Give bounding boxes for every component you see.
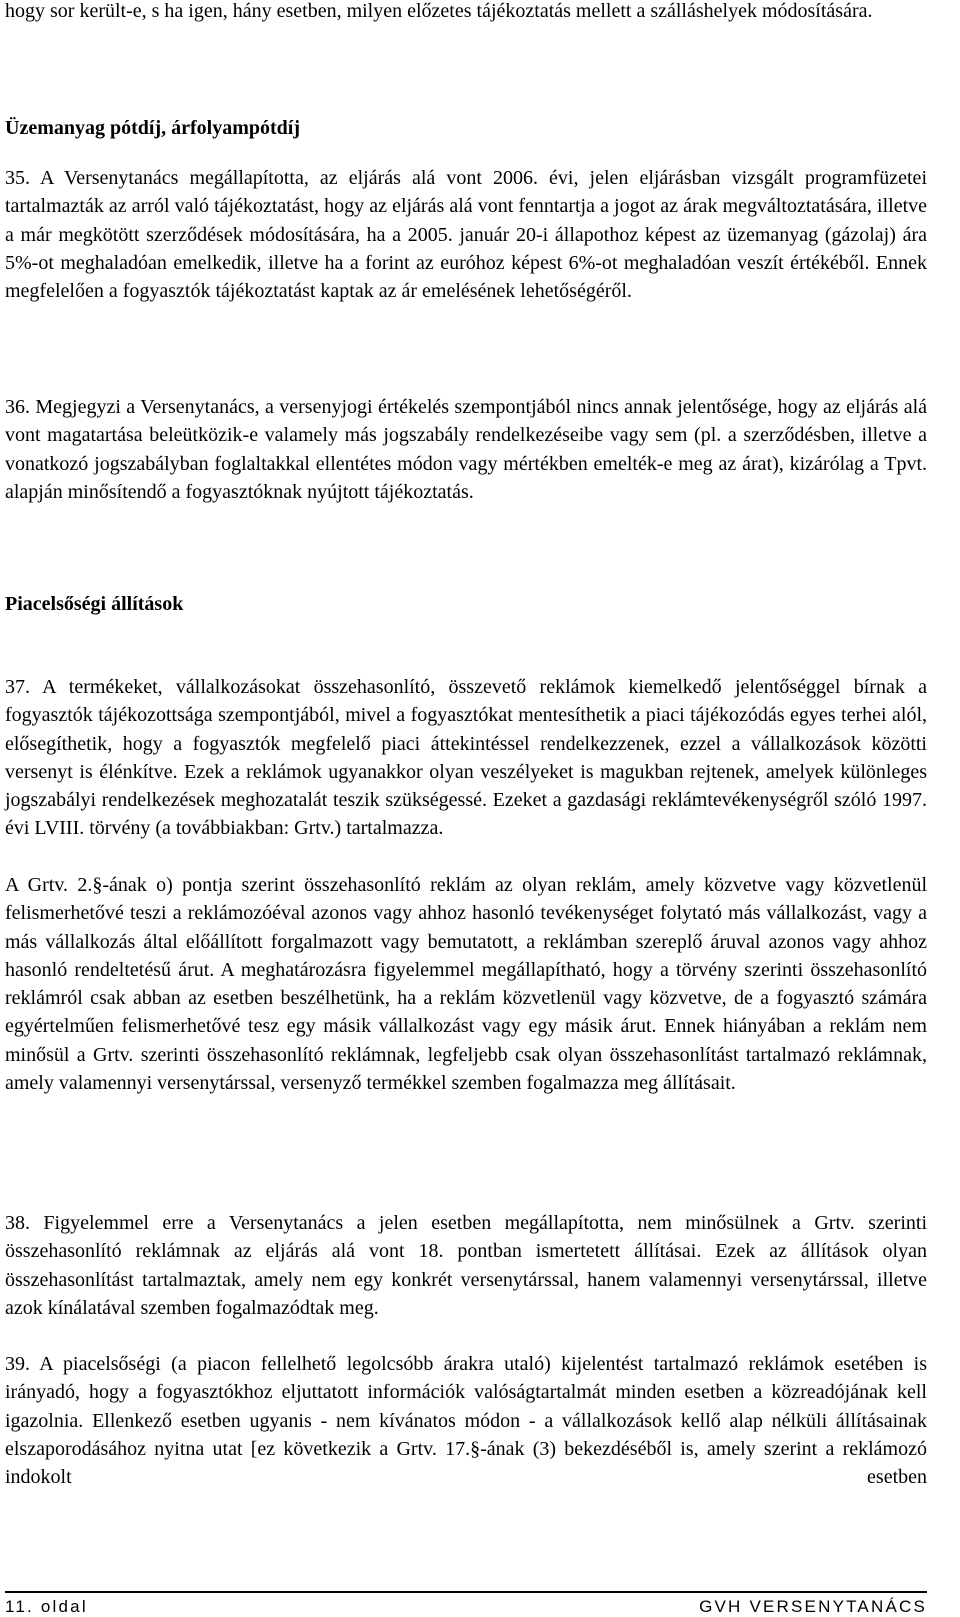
footer-divider <box>5 1591 927 1593</box>
paragraph-continuation: hogy sor került-e, s ha igen, hány esetben, milyen előzetes tájékoztatás mellett a szálláshelyek módosítására. <box>5 0 873 22</box>
footer-organization: GVH VERSENYTANÁCS <box>699 1597 927 1616</box>
paragraph-37: 37. A termékeket, vállalkozásokat összehasonlító, összevető reklámok kiemelkedő jelentőséggel bírnak a fogyasztók tájékozottsága szempontjából, mivel a fogyasztókat mentesíthetik a piaci tájékozódás egyes terhei alól, elősegíthetik, hogy a fogyasztók megfelelő piaci áttekintéssel rendelkezzenek, ezzel a vállalkozások közötti versenyt is élénkítve. Ezek a reklámok ugyanakkor olyan veszélyeket is magukban rejtenek, amelyek különleges jogszabályi rendelkezések meghozatalát teszik szükségessé. Ezeket a gazdasági reklámtevékenységről szóló 1997. évi LVIII. törvény (a továbbiakban: Grtv.) tartalmazza. <box>5 676 927 840</box>
page-footer <box>5 1597 927 1617</box>
paragraph-35: 35. A Versenytanács megállapította, az eljárás alá vont 2006. évi, jelen eljárásban vizsgált programfüzetei tartalmazták az arról való tájékoztatást, hogy az eljárás alá vont fenntartja a jogot az árak megváltoztatására, illetve a már megkötött szerződések módosítására, ha a 2005. január 20-i állapothoz képest az üzemanyag (gázolaj) ára 5%-ot meghaladóan emelkedik, illetve ha a forint az euróhoz képest 6%-ot meghaladóan veszít értékéből. Ennek megfelelően a fogyasztók tájékoztatást kaptak az ár emelésének lehetőségéről. <box>5 167 927 303</box>
footer-page-number: 11. oldal <box>5 1597 88 1616</box>
section-heading-fuel-surcharge: Üzemanyag pótdíj, árfolyampótdíj <box>5 117 300 139</box>
section-heading-market-leadership-claims: Piacelsőségi állítások <box>5 593 184 615</box>
paragraph-39: 39. A piacelsőségi (a piacon fellelhető legolcsóbb árakra utaló) kijelentést tartalmazó reklámok esetében is irányadó, hogy a fogyasztókhoz eljuttatott információk valóságtartalmát minden esetben a közreadójának kell igazolnia. Ellenkező esetben ugyanis - nem kívánatos módon - a vállalkozások kellő alap nélküli állításainak elszaporodásához nyitna utat [ez következik a Grtv. 17.§-ának (3) bekezdéséből is, amely szerint a reklámozó indokolt esetben <box>5 1353 927 1489</box>
paragraph-38: 38. Figyelemmel erre a Versenytanács a jelen esetben megállapította, nem minősülnek a Grtv. szerinti összehasonlító reklámnak az eljárás alá vont 18. pontban ismertetett állításai. Ezek az állítások olyan összehasonlítást tartalmaztak, amely nem egy konkrét versenytárssal, hanem valamennyi versenytárssal, illetve azok kínálatával szemben fogalmazódtak meg. <box>5 1212 927 1319</box>
paragraph-36: 36. Megjegyzi a Versenytanács, a versenyjogi értékelés szempontjából nincs annak jelentősége, hogy az eljárás alá vont magatartása beleütközik-e valamely más jogszabály rendelkezéseibe vagy sem (pl. a szerződésben, illetve a vonatkozó jogszabályban foglaltakkal ellentétes módon vagy mértékben emelték-e meg az árat), kizárólag a Tpvt. alapján minősítendő a fogyasztóknak nyújtott tájékoztatás. <box>5 396 927 503</box>
paragraph-grtv-definition: A Grtv. 2.§-ának o) pontja szerint összehasonlító reklám az olyan reklám, amely közvetve vagy közvetlenül felismerhetővé teszi a reklámozóéval azonos vagy ahhoz hasonló tevékenységet folytató más vállalkozást, vagy a más vállalkozás által előállított forgalmazott vagy bemutatott, a reklámban szereplő áruval azonos vagy ahhoz hasonló rendeltetésű árut. A meghatározásra figyelemmel megállapítható, hogy a törvény szerinti összehasonlító reklámról csak abban az esetben beszélhetünk, ha a reklám közvetlenül vagy közvetve, de a fogyasztó számára egyértelműen felismerhetővé tesz egy másik vállalkozást vagy egy másik árut. Ennek hiányában a reklám nem minősül a Grtv. szerinti összehasonlító reklámnak, legfeljebb csak olyan összehasonlítást tartalmazó reklámnak, amely valamennyi versenytárssal, versenyző termékkel szemben fogalmazza meg állításait. <box>5 874 927 1095</box>
